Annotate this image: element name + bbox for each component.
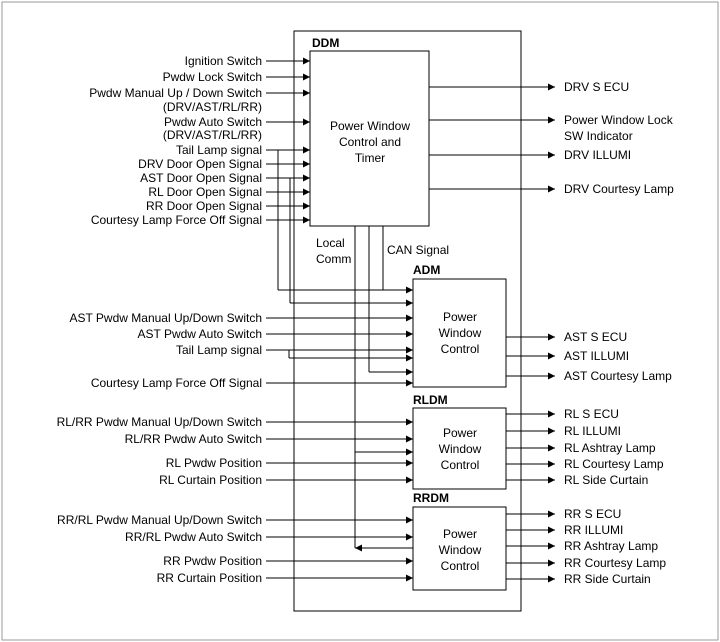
rldm-body-line-1: Power [442, 426, 478, 440]
adm-input-labels [69, 311, 262, 390]
local-comm-label-1: Local [316, 236, 345, 250]
adm-input-label: Courtesy Lamp Force Off Signal [90, 376, 262, 390]
ddm-title: DDM [312, 36, 340, 50]
ddm-output-label: SW Indicator [564, 129, 633, 143]
ddm-output-label: DRV ILLUMI [564, 148, 632, 162]
adm-body-line-2: Window [438, 326, 482, 340]
local-comm-bus-wires [355, 226, 413, 548]
can-signal-label: CAN Signal [387, 243, 450, 257]
rrdm-output-label: RR Courtesy Lamp [564, 556, 667, 570]
can-signal-wire [383, 226, 413, 290]
ddm-input-wires [266, 61, 310, 220]
ddm-output-label: DRV S ECU [564, 80, 630, 94]
ddm-input-labels [89, 54, 262, 227]
rldm-input-label: RL Pwdw Position [165, 456, 262, 470]
rrdm-input-labels [57, 513, 262, 585]
rrdm-body-line-1: Power [442, 527, 478, 541]
rrdm-input-label: RR Curtain Position [156, 571, 262, 585]
adm-title: ADM [413, 263, 441, 277]
rldm-output-labels [564, 407, 664, 487]
ddm-input-label: Ignition Switch [184, 54, 262, 68]
ddm-input-label: Courtesy Lamp Force Off Signal [90, 213, 262, 227]
rrdm-input-label: RR/RL Pwdw Manual Up/Down Switch [57, 513, 262, 527]
rrdm-output-label: RR Side Curtain [564, 572, 651, 586]
ddm-input-label: Pwdw Lock Switch [162, 70, 262, 84]
rldm-output-wires [506, 414, 555, 480]
rldm-input-wires [266, 422, 413, 480]
ddm-input-label: RR Door Open Signal [145, 199, 262, 213]
rrdm-input-label: RR/RL Pwdw Auto Switch [125, 530, 262, 544]
rrdm-output-label: RR S ECU [564, 507, 622, 521]
ddm-input-label: Tail Lamp signal [175, 143, 262, 157]
ddm-input-label: Pwdw Auto Switch [163, 115, 262, 129]
rrdm-body-line-2: Window [438, 543, 482, 557]
rrdm-output-labels [564, 507, 666, 586]
adm-output-label: AST S ECU [564, 330, 628, 344]
rrdm-output-label: RR ILLUMI [564, 523, 624, 537]
rrdm-output-wires [506, 514, 555, 579]
rrdm-title: RRDM [413, 491, 449, 505]
rrdm-body-line-3: Control [440, 559, 480, 573]
rldm-output-label: RL Ashtray Lamp [564, 441, 656, 455]
adm-body-line-3: Control [440, 342, 480, 356]
ddm-input-label: DRV Door Open Signal [138, 157, 262, 171]
adm-input-label: AST Pwdw Manual Up/Down Switch [69, 311, 262, 325]
rrdm-input-wires [266, 520, 413, 578]
ddm-output-label: Power Window Lock [564, 113, 673, 127]
ddm-input-label: Pwdw Manual Up / Down Switch [89, 86, 262, 100]
ddm-input-label: AST Door Open Signal [140, 171, 262, 185]
rrdm-output-label: RR Ashtray Lamp [564, 539, 659, 553]
adm-body-line-1: Power [442, 310, 478, 324]
rrdm-input-label: RR Pwdw Position [163, 554, 262, 568]
adm-output-labels [564, 330, 672, 383]
rldm-body-line-2: Window [438, 442, 482, 456]
ddm-output-label: DRV Courtesy Lamp [564, 182, 674, 196]
local-comm-label-2: Comm [316, 252, 352, 266]
adm-input-label: AST Pwdw Auto Switch [137, 327, 262, 341]
rldm-output-label: RL Side Curtain [564, 473, 649, 487]
rldm-title: RLDM [413, 393, 448, 407]
rldm-output-label: RL ILLUMI [564, 424, 621, 438]
rldm-output-label: RL Courtesy Lamp [564, 457, 664, 471]
rldm-output-label: RL S ECU [564, 407, 619, 421]
adm-output-wires [506, 337, 555, 376]
adm-input-label: Tail Lamp signal [175, 343, 262, 357]
rldm-input-labels [57, 415, 262, 487]
adm-output-label: AST Courtesy Lamp [564, 369, 672, 383]
ddm-body-line-3: Timer [354, 151, 386, 165]
ddm-body-line-1: Power Window [329, 119, 411, 133]
rldm-input-label: RL/RR Pwdw Auto Switch [124, 432, 262, 446]
rldm-body-line-3: Control [440, 458, 480, 472]
ddm-body-line-2: Control and [338, 135, 402, 149]
ddm-input-label: RL Door Open Signal [148, 185, 262, 199]
ddm-input-label: (DRV/AST/RL/RR) [162, 128, 262, 142]
ddm-output-wires [429, 87, 555, 189]
ddm-output-labels [564, 80, 674, 196]
ddm-input-label: (DRV/AST/RL/RR) [162, 100, 262, 114]
rldm-input-label: RL/RR Pwdw Manual Up/Down Switch [56, 415, 262, 429]
adm-output-label: AST ILLUMI [564, 349, 630, 363]
adm-input-wires [266, 318, 413, 383]
rldm-input-label: RL Curtain Position [159, 473, 262, 487]
